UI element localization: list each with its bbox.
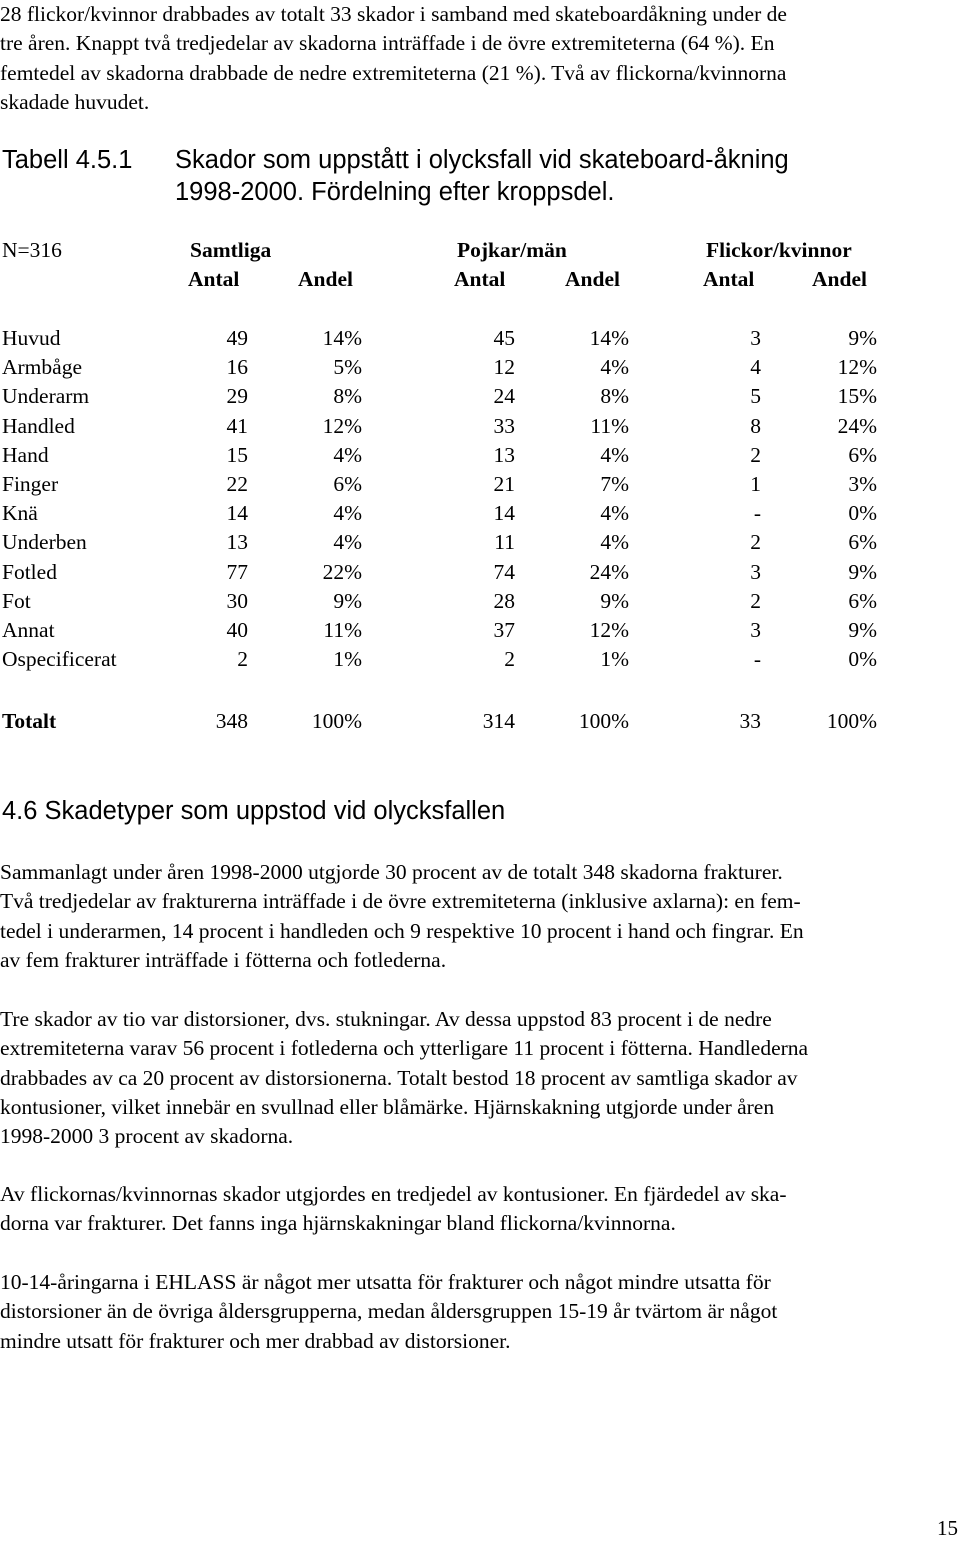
cell-flickor-antal: 1	[750, 472, 761, 496]
cell-pojkar-antal: 24	[493, 384, 515, 409]
cell-samtliga-andel: 6%	[333, 472, 362, 496]
page-number: 15	[937, 1516, 958, 1540]
cell-samtliga-antal: 49	[226, 326, 248, 350]
group-header: Samtliga	[190, 238, 272, 262]
cell-samtliga-antal: 77	[226, 559, 248, 584]
row-label: Underarm	[2, 384, 90, 409]
cell-flickor-antal: -	[753, 501, 761, 526]
cell-pojkar-antal: 28	[493, 588, 515, 613]
cell-flickor-antal: 4	[750, 355, 761, 380]
cell-flickor-antal: 3	[750, 326, 761, 350]
cell-flickor-andel: 100%	[826, 709, 877, 733]
cell-pojkar-andel: 4%	[600, 442, 629, 467]
section-heading: 4.6 Skadetyper som uppstod vid olycksfallen	[2, 797, 506, 825]
cell-pojkar-antal: 45	[493, 326, 515, 350]
cell-pojkar-antal: 21	[493, 472, 515, 496]
row-label: Annat	[2, 618, 55, 642]
cell-samtliga-antal: 15	[226, 442, 248, 467]
text-line: Tre skador av tio var distorsioner, dvs. stukningar. Av dessa uppstod 83 procent i de nedre	[0, 1007, 772, 1031]
cell-flickor-andel: 6%	[848, 588, 877, 613]
row-label: Huvud	[2, 326, 61, 350]
paragraph-fractures	[0, 858, 955, 975]
cell-pojkar-antal: 2	[504, 647, 515, 672]
cell-flickor-andel: 0%	[848, 647, 877, 672]
row-label: Finger	[2, 472, 59, 496]
table-total-row	[0, 709, 960, 738]
table-row	[0, 589, 960, 618]
text-line: Två tredjedelar av frakturerna inträffade i de övre extremiteterna (inklusive axlarna): en fem-	[0, 889, 801, 914]
table-title-line-1: Skador som uppstått i olycksfall vid skateboard-åkning	[175, 146, 789, 174]
cell-pojkar-andel: 8%	[600, 384, 629, 409]
cell-pojkar-antal: 13	[493, 442, 515, 467]
cell-samtliga-andel: 4%	[333, 501, 362, 526]
table-row	[0, 472, 960, 501]
cell-pojkar-andel: 9%	[600, 588, 629, 613]
table-row	[0, 414, 960, 443]
text-line: drabbades av ca 20 procent av distorsionerna. Totalt bestod 18 procent av samtliga skador av	[0, 1065, 798, 1090]
column-header: Antal	[188, 267, 240, 291]
cell-pojkar-andel: 12%	[589, 618, 629, 642]
table-row	[0, 560, 960, 589]
paragraph-distortions	[0, 1005, 955, 1151]
cell-flickor-andel: 12%	[837, 355, 877, 380]
table-row	[0, 384, 960, 413]
row-label: Handled	[2, 413, 75, 438]
n-label: N=316	[2, 238, 62, 262]
table-row	[0, 647, 960, 676]
column-header: Antal	[703, 267, 755, 291]
cell-samtliga-andel: 4%	[333, 442, 362, 467]
cell-flickor-andel: 0%	[848, 501, 877, 526]
table-row	[0, 326, 960, 355]
cell-pojkar-antal: 314	[482, 709, 515, 733]
cell-flickor-andel: 6%	[848, 530, 877, 555]
cell-samtliga-andel: 1%	[333, 647, 362, 672]
cell-flickor-antal: -	[753, 647, 761, 672]
cell-flickor-andel: 15%	[837, 384, 877, 409]
row-label: Underben	[2, 530, 87, 555]
text-line: tedel i underarmen, 14 procent i handleden och 9 respektive 10 procent i hand och fingrar. En	[0, 918, 804, 943]
cell-flickor-andel: 9%	[848, 618, 877, 642]
group-header: Pojkar/män	[457, 238, 567, 262]
cell-pojkar-andel: 14%	[589, 326, 629, 350]
table-row	[0, 618, 960, 647]
paragraph-girls	[0, 1180, 955, 1239]
text-line: kontusioner, vilket innebär en svullnad eller blåmärke. Hjärnskakning utgjorde under åren	[0, 1094, 775, 1119]
row-label: Knä	[2, 501, 38, 526]
text-line: 28 flickor/kvinnor drabbades av totalt 33 skador i samband med skateboardåkning under de	[0, 2, 787, 26]
text-line: 10-14-åringarna i EHLASS är något mer utsatta för frakturer och något mindre utsatta för	[0, 1270, 771, 1294]
text-line: extremiteterna varav 56 procent i fotlederna och ytterligare 11 procent i fötterna. Handlederna	[0, 1036, 809, 1061]
row-label: Ospecificerat	[2, 647, 117, 672]
table-row	[0, 355, 960, 384]
row-label: Fotled	[2, 559, 57, 584]
text-line: tre åren. Knappt två tredjedelar av skadorna inträffade i de övre extremiteterna (64 %). En	[0, 31, 775, 56]
row-label: Hand	[2, 442, 49, 467]
text-line: av fem frakturer inträffade i fötterna och fotlederna.	[0, 947, 447, 972]
table-number: Tabell 4.5.1	[2, 146, 133, 174]
text-line: dorna var frakturer. Det fanns inga hjärnskakningar bland flickorna/kvinnorna.	[0, 1211, 676, 1236]
cell-pojkar-antal: 14	[493, 501, 515, 526]
cell-pojkar-andel: 4%	[600, 355, 629, 380]
cell-samtliga-antal: 41	[226, 413, 248, 438]
column-header: Antal	[454, 267, 506, 291]
cell-samtliga-antal: 14	[226, 501, 248, 526]
cell-pojkar-andel: 1%	[600, 647, 629, 672]
cell-pojkar-antal: 33	[493, 413, 515, 438]
text-line: distorsioner än de övriga åldersgrupperna, medan åldersgruppen 15-19 år tvärtom är något	[0, 1299, 778, 1324]
table-subheader	[0, 267, 960, 296]
cell-flickor-andel: 24%	[837, 413, 877, 438]
column-header: Andel	[565, 267, 620, 291]
row-label: Fot	[2, 588, 31, 613]
text-line: skadade huvudet.	[0, 89, 150, 114]
cell-pojkar-andel: 11%	[590, 413, 629, 438]
cell-pojkar-andel: 100%	[578, 709, 629, 733]
column-header: Andel	[298, 267, 353, 291]
cell-samtliga-andel: 5%	[333, 355, 362, 380]
cell-samtliga-antal: 13	[226, 530, 248, 555]
paragraph-age-groups	[0, 1268, 955, 1356]
table-title-line-2: 1998-2000. Fördelning efter kroppsdel.	[175, 178, 615, 206]
cell-flickor-andel: 6%	[848, 442, 877, 467]
cell-flickor-antal: 2	[750, 442, 761, 467]
cell-flickor-antal: 3	[750, 559, 761, 584]
cell-pojkar-andel: 4%	[600, 501, 629, 526]
cell-flickor-andel: 9%	[848, 559, 877, 584]
cell-samtliga-andel: 100%	[311, 709, 362, 733]
row-label: Totalt	[2, 709, 57, 733]
table-group-header	[0, 238, 960, 267]
cell-pojkar-antal: 37	[493, 618, 515, 642]
row-label: Armbåge	[2, 355, 82, 380]
cell-samtliga-antal: 30	[226, 588, 248, 613]
cell-samtliga-antal: 22	[226, 472, 248, 496]
cell-samtliga-andel: 11%	[323, 618, 362, 642]
cell-samtliga-andel: 8%	[333, 384, 362, 409]
text-line: mindre utsatt för frakturer och mer drabbad av distorsioner.	[0, 1328, 511, 1353]
text-line: Sammanlagt under åren 1998-2000 utgjorde 30 procent av de totalt 348 skadorna frakturer.	[0, 860, 783, 884]
intro-paragraph	[0, 0, 955, 117]
column-header: Andel	[812, 267, 867, 291]
table-row	[0, 501, 960, 530]
cell-samtliga-andel: 14%	[322, 326, 362, 350]
cell-samtliga-antal: 29	[226, 384, 248, 409]
cell-samtliga-antal: 16	[226, 355, 248, 380]
table-row	[0, 530, 960, 559]
cell-samtliga-antal: 40	[226, 618, 248, 642]
text-line: Av flickornas/kvinnornas skador utgjordes en tredjedel av kontusioner. En fjärdedel av ska-	[0, 1182, 787, 1206]
table-row	[0, 443, 960, 472]
cell-flickor-antal: 2	[750, 530, 761, 555]
cell-samtliga-antal: 348	[215, 709, 248, 733]
cell-flickor-antal: 2	[750, 588, 761, 613]
cell-flickor-antal: 33	[739, 709, 761, 733]
cell-pojkar-antal: 74	[493, 559, 515, 584]
cell-pojkar-andel: 24%	[589, 559, 629, 584]
text-line: femtedel av skadorna drabbade de nedre extremiteterna (21 %). Två av flickorna/kvinnorna	[0, 60, 787, 85]
cell-flickor-andel: 9%	[848, 326, 877, 350]
cell-samtliga-andel: 9%	[333, 588, 362, 613]
cell-samtliga-andel: 12%	[322, 413, 362, 438]
cell-samtliga-andel: 4%	[333, 530, 362, 555]
cell-flickor-antal: 5	[750, 384, 761, 409]
cell-pojkar-antal: 11	[494, 530, 515, 555]
cell-flickor-andel: 3%	[848, 472, 877, 496]
cell-pojkar-andel: 4%	[600, 530, 629, 555]
cell-samtliga-antal: 2	[237, 647, 248, 672]
cell-pojkar-andel: 7%	[600, 472, 629, 496]
group-header: Flickor/kvinnor	[706, 238, 852, 262]
cell-flickor-antal: 3	[750, 618, 761, 642]
cell-pojkar-antal: 12	[493, 355, 515, 380]
cell-samtliga-andel: 22%	[322, 559, 362, 584]
cell-flickor-antal: 8	[750, 413, 761, 438]
text-line: 1998-2000 3 procent av skadorna.	[0, 1124, 294, 1149]
